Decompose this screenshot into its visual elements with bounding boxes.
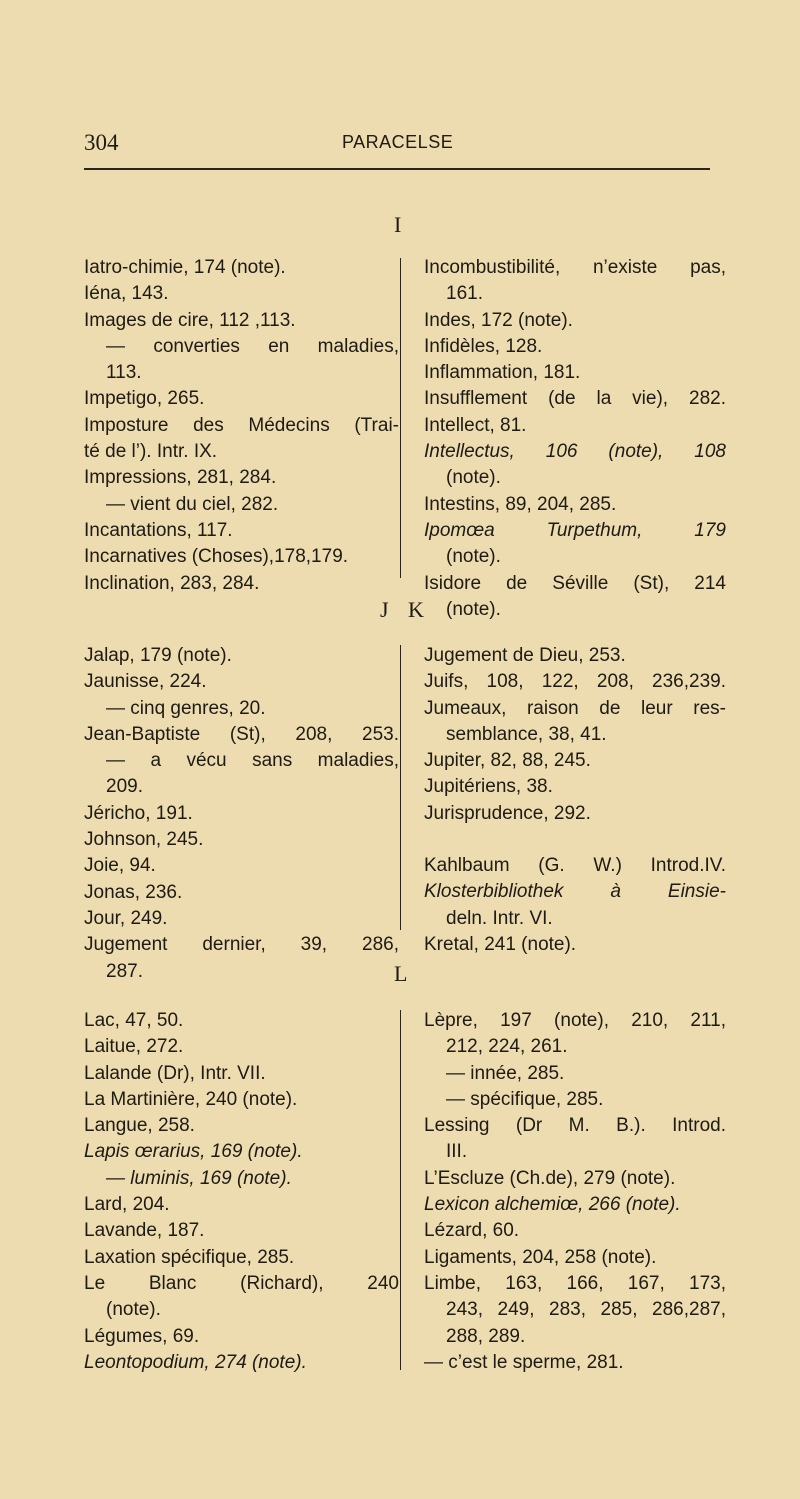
index-entry: 243, 249, 283, 285, 286,287, xyxy=(446,1299,726,1321)
column-divider xyxy=(400,1010,401,1370)
index-entry: deln. Intr. VI. xyxy=(446,907,553,929)
index-entry: Infidèles, 128. xyxy=(424,335,543,357)
index-entry: Impressions, 281, 284. xyxy=(84,467,277,489)
index-spacer xyxy=(424,827,726,853)
index-entry: Images de cire, 112 ,113. xyxy=(84,309,296,331)
index-entry: Laxation spécifique, 285. xyxy=(84,1246,295,1268)
index-entry: Insufflement (de la vie), 282. xyxy=(424,388,726,410)
page-header xyxy=(84,130,710,170)
index-entry: L’Escluze (Ch.de), 279 (note). xyxy=(424,1167,676,1189)
index-entry: Isidore de Séville (St), 214 xyxy=(424,572,726,594)
index-entry: Intellectus, 106 (note), 108 xyxy=(424,441,726,463)
index-entry: (note). xyxy=(106,1299,161,1321)
index-entry: — vient du ciel, 282. xyxy=(106,493,279,515)
index-entry: — cinq genres, 20. xyxy=(106,697,266,719)
index-entry: Inclination, 283, 284. xyxy=(84,572,260,594)
index-entry: Ipomœa Turpethum, 179 xyxy=(424,519,726,541)
index-column-i-left xyxy=(84,255,399,597)
index-entry: Impetigo, 265. xyxy=(84,388,205,410)
index-entry: 113. xyxy=(106,362,142,384)
index-entry: Jugement de Dieu, 253. xyxy=(424,645,626,666)
index-entry: Jalap, 179 (note). xyxy=(84,645,232,666)
index-entry: Jumeaux, raison de leur res- xyxy=(424,697,726,719)
index-entry: III. xyxy=(446,1141,468,1163)
index-entry: Jupiter, 82, 88, 245. xyxy=(424,750,591,772)
index-entry: Intellect, 81. xyxy=(424,414,527,436)
index-entry: Laitue, 272. xyxy=(84,1036,184,1058)
index-entry: — c’est le sperme, 281. xyxy=(424,1351,624,1373)
index-entry: Lac, 47, 50. xyxy=(84,1010,184,1031)
index-column-l-right xyxy=(424,1008,726,1376)
index-entry: Iatro-chimie, 174 (note). xyxy=(84,257,286,278)
index-column-jk-left xyxy=(84,643,399,985)
index-entry: Jéricho, 191. xyxy=(84,802,193,824)
section-letter-j: J xyxy=(380,597,389,622)
header-rule xyxy=(84,168,710,170)
index-entry: Klosterbibliothek à Einsie- xyxy=(424,881,726,903)
page-number: 304 xyxy=(84,130,119,155)
index-entry: té de l’). Intr. IX. xyxy=(84,441,218,463)
index-entry: Jaunisse, 224. xyxy=(84,671,207,693)
index-entry: Langue, 258. xyxy=(84,1115,195,1137)
index-entry: Iéna, 143. xyxy=(84,283,169,305)
index-entry: Lessing (Dr M. B.). Introd. xyxy=(424,1115,726,1137)
index-entry: Le Blanc (Richard), 240 xyxy=(84,1272,399,1294)
index-entry: Incarnatives (Choses),178,179. xyxy=(84,546,349,568)
running-title: PARACELSE xyxy=(342,132,454,152)
index-entry: Lèpre, 197 (note), 210, 211, xyxy=(424,1010,726,1031)
section-letter-l: L xyxy=(394,961,408,986)
index-entry: Lavande, 187. xyxy=(84,1220,205,1242)
index-column-i-right xyxy=(424,255,726,623)
index-entry: 161. xyxy=(446,283,483,305)
index-entry: 287. xyxy=(106,960,143,982)
index-entry: Jour, 249. xyxy=(84,907,168,929)
index-entry: Johnson, 245. xyxy=(84,829,204,851)
index-column-jk-right xyxy=(424,643,726,958)
index-entry: semblance, 38, 41. xyxy=(446,723,607,745)
column-divider xyxy=(400,645,401,930)
section-letter-k: K xyxy=(408,597,424,622)
index-entry: — converties en maladies, xyxy=(106,335,399,357)
index-entry: Lézard, 60. xyxy=(424,1220,520,1242)
index-entry: 288, 289. xyxy=(446,1325,526,1347)
index-entry: Indes, 172 (note). xyxy=(424,309,573,331)
index-entry: 209. xyxy=(106,776,143,798)
index-entry: Jean-Baptiste (St), 208, 253. xyxy=(84,723,399,745)
index-entry: Joie, 94. xyxy=(84,855,156,877)
index-entry: Lard, 204. xyxy=(84,1194,170,1216)
index-entry: Lalande (Dr), Intr. VII. xyxy=(84,1062,266,1084)
index-entry: Inflammation, 181. xyxy=(424,362,581,384)
index-entry: (note). xyxy=(446,546,501,568)
index-entry: Incombustibilité, n’existe pas, xyxy=(424,257,726,278)
index-entry: Imposture des Médecins (Trai- xyxy=(84,414,399,436)
index-entry: Jupitériens, 38. xyxy=(424,776,553,798)
index-entry: Leontopodium, 274 (note). xyxy=(84,1351,307,1373)
index-column-l-left xyxy=(84,1008,399,1376)
index-entry: — luminis, 169 (note). xyxy=(106,1167,292,1189)
index-entry: Jonas, 236. xyxy=(84,881,183,903)
index-entry: — spécifique, 285. xyxy=(446,1088,604,1110)
index-entry: Lapis œrarius, 169 (note). xyxy=(84,1141,303,1163)
index-entry: — a vécu sans maladies, xyxy=(106,750,399,772)
index-entry: Lexicon alchemiœ, 266 (note). xyxy=(424,1194,681,1216)
section-letter-i: I xyxy=(394,212,402,237)
index-entry: Kahlbaum (G. W.) Introd.IV. xyxy=(424,855,726,877)
index-entry: La Martinière, 240 (note). xyxy=(84,1088,298,1110)
index-entry: — innée, 285. xyxy=(446,1062,565,1084)
index-entry: Légumes, 69. xyxy=(84,1325,200,1347)
index-entry: Jurisprudence, 292. xyxy=(424,802,591,824)
index-entry: Juifs, 108, 122, 208, 236,239. xyxy=(424,671,726,693)
index-entry: Kretal, 241 (note). xyxy=(424,933,577,955)
index-entry: Jugement dernier, 39, 286, xyxy=(84,934,399,956)
index-entry: (note). xyxy=(446,467,501,489)
index-entry: Limbe, 163, 166, 167, 173, xyxy=(424,1272,726,1294)
index-entry: Ligaments, 204, 258 (note). xyxy=(424,1246,657,1268)
index-entry: Incantations, 117. xyxy=(84,519,233,541)
index-entry: 212, 224, 261. xyxy=(446,1036,568,1058)
index-entry: (note). xyxy=(446,598,501,620)
index-entry: Intestins, 89, 204, 285. xyxy=(424,493,617,515)
column-divider xyxy=(400,258,401,578)
